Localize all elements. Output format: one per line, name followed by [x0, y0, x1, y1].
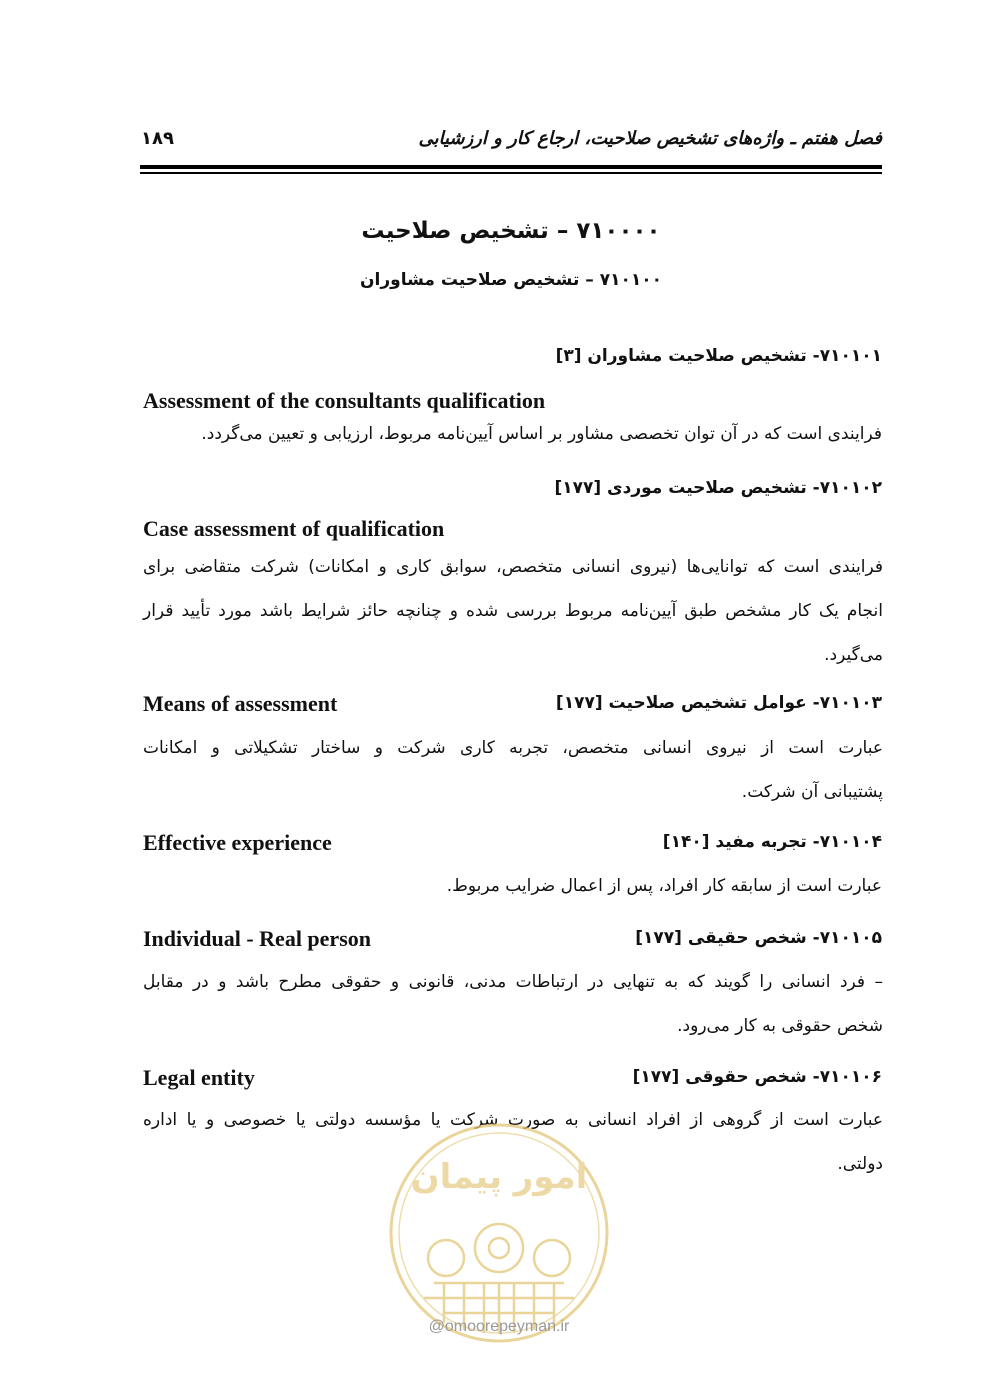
definition-line: فرایندی است که در آن توان تخصصی مشاور بر اساس آیین‌نامه مربوط، ارزیابی و تعیین می‌گردد. [201, 424, 882, 444]
definition-line: عبارت است از سابقه کار افراد، پس از اعمال ضرایب مربوط. [446, 876, 882, 896]
term-persian: ۷۱۰۱۰۵- شخص حقیقی [۱۷۷] [635, 928, 882, 948]
definition-line: انجام یک کار مشخص طبق آیین‌نامه مربوط بررسی شده و چنانچه حائز شرایط باشد مورد تأیید قرار [143, 601, 883, 621]
watermark-url: @omoorepeyman.ir [428, 1318, 570, 1335]
header-rule-thick [140, 165, 882, 169]
definition-line: عبارت است از نیروی انسانی متخصص، تجربه کاری شرکت و ساختار تشکیلاتی و امکانات [143, 738, 883, 758]
section-title: ۷۱۰۰۰۰ – تشخیص صلاحیت [361, 218, 661, 244]
header-rule-thin [140, 172, 882, 174]
definition-line: شخص حقوقی به کار می‌رود. [677, 1016, 883, 1036]
term-english: Case assessment of qualification [143, 516, 445, 541]
definition-paragraph [143, 726, 883, 814]
watermark-logo [384, 1118, 614, 1348]
definition-line: پشتیبانی آن شرکت. [741, 782, 883, 802]
definition-line: دولتی. [837, 1154, 883, 1174]
definition-line: عبارت است از گروهی از افراد انسانی به صورت شرکت یا مؤسسه دولتی یا خصوصی و یا اداره [143, 1110, 883, 1130]
term-english: Individual - Real person [143, 926, 371, 951]
term-persian: ۷۱۰۱۰۲- تشخیص صلاحیت موردی [۱۷۷] [554, 478, 882, 498]
term-english: Legal entity [143, 1065, 255, 1090]
term-persian: ۷۱۰۱۰۴- تجربه مفید [۱۴۰] [662, 832, 882, 852]
definition-line: – فرد انسانی را گویند که به تنهایی در ارتباطات مدنی، قانونی و حقوقی مطرح باشد و در مقابل [143, 972, 883, 992]
term-english: Effective experience [143, 830, 332, 855]
definition-paragraph [143, 545, 883, 677]
definition-line: فرایندی است که توانایی‌ها (نیروی انسانی متخصص، سوابق کاری و امکانات) شرکت متقاضی برای [143, 557, 883, 577]
definition-paragraph [143, 960, 883, 1048]
page-number: ۱۸۹ [141, 128, 174, 149]
running-head: فصل هفتم ـ واژه‌های تشخیص صلاحیت، ارجاع کار و ارزشیابی [418, 128, 882, 149]
watermark-logo-text: امور پیمان [410, 1157, 588, 1197]
term-english: Means of assessment [143, 691, 338, 716]
term-persian: ۷۱۰۱۰۳- عوامل تشخیص صلاحیت [۱۷۷] [555, 693, 882, 713]
definition-line: می‌گیرد. [824, 645, 883, 665]
subsection-title: ۷۱۰۱۰۰ – تشخیص صلاحیت مشاوران [360, 270, 662, 290]
term-english: Assessment of the consultants qualification [143, 388, 546, 413]
term-persian: ۷۱۰۱۰۱- تشخیص صلاحیت مشاوران [۳] [555, 346, 882, 366]
term-persian: ۷۱۰۱۰۶- شخص حقوقی [۱۷۷] [632, 1067, 882, 1087]
